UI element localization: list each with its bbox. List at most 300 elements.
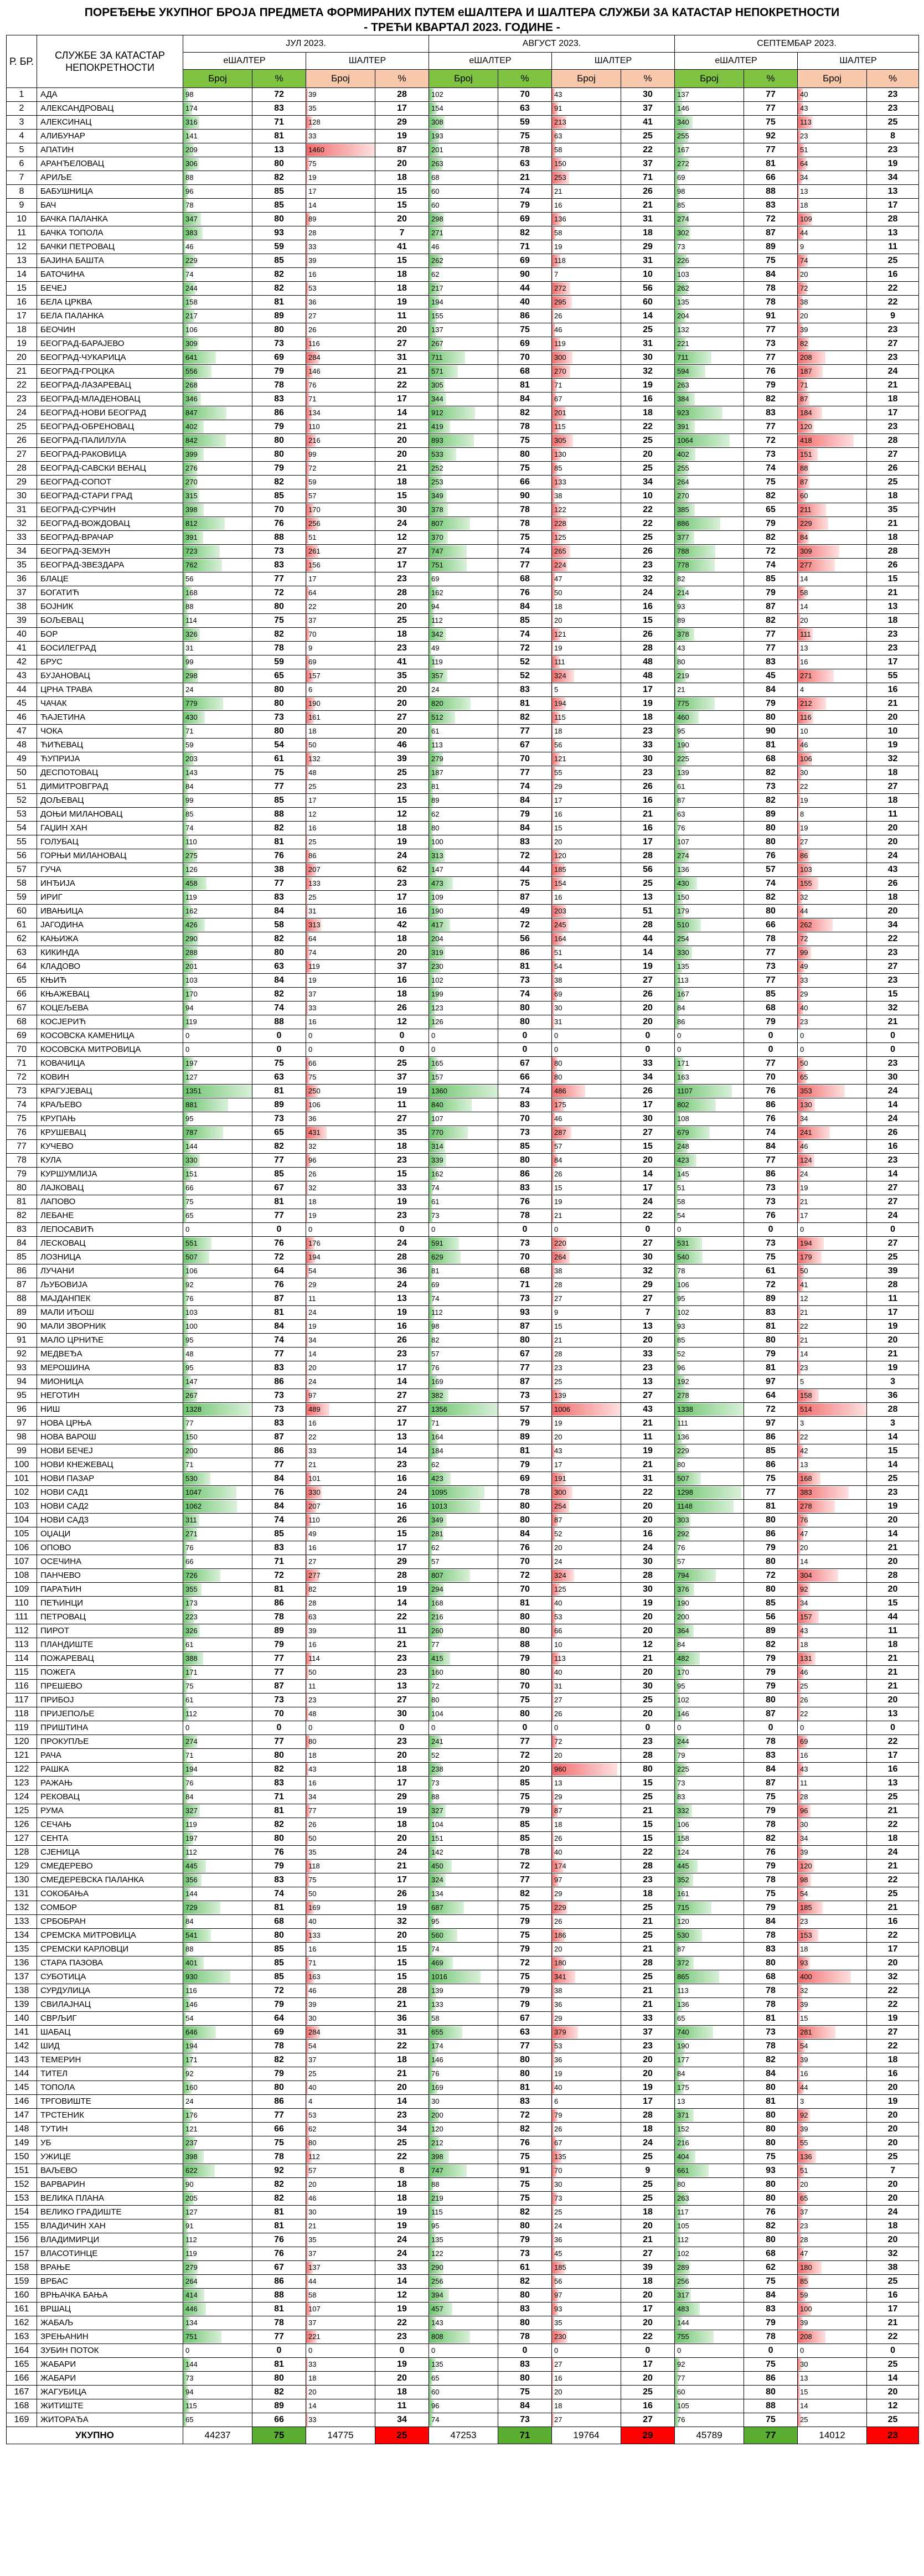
eshalter-count-cell	[429, 655, 498, 669]
eshalter-count-cell	[675, 1846, 744, 1860]
count-value: 31	[554, 1682, 562, 1690]
shalter-percent-cell: 36	[375, 1264, 429, 1278]
count-value: 158	[677, 1834, 689, 1842]
eshalter-percent-cell: 79	[744, 1348, 798, 1361]
shalter-percent-cell: 17	[375, 559, 429, 572]
shalter-percent-cell: 19	[621, 379, 675, 393]
shalter-data-bar	[306, 1625, 308, 1637]
shalter-percent-cell: 19	[621, 2081, 675, 2095]
count-value: 46	[800, 741, 808, 749]
table-row	[7, 1707, 919, 1721]
office-name: БЕОГРАД-ЗВЕЗДАРА	[37, 559, 183, 572]
eshalter-count-cell	[429, 932, 498, 946]
shalter-count-cell	[306, 600, 375, 614]
shalter-count-cell	[798, 1790, 867, 1804]
shalter-percent-cell: 55	[867, 669, 919, 683]
shalter-percent-cell: 18	[375, 628, 429, 642]
shalter-percent-cell: 19	[375, 1901, 429, 1915]
count-value: 66	[308, 1059, 317, 1067]
shalter-percent-cell: 7	[867, 2164, 919, 2178]
office-name: СЕНТА	[37, 1832, 183, 1846]
eshalter-count-cell	[675, 2012, 744, 2026]
eshalter-percent-cell: 83	[252, 1417, 306, 1431]
eshalter-percent-cell: 87	[744, 600, 798, 614]
office-name: КОЦЕЉЕВА	[37, 1002, 183, 1015]
eshalter-count-cell	[675, 1887, 744, 1901]
count-value: 20	[554, 616, 562, 624]
shalter-count-cell	[798, 1348, 867, 1361]
eshalter-count-cell	[675, 2358, 744, 2372]
shalter-count-cell	[552, 2358, 621, 2372]
count-value: 264	[185, 2277, 198, 2285]
table-row	[7, 489, 919, 503]
eshalter-percent-cell: 78	[498, 2330, 552, 2344]
shalter-count-cell	[306, 2136, 375, 2150]
shalter-percent-cell: 27	[621, 1389, 675, 1403]
office-name: КРУПАЊ	[37, 1112, 183, 1126]
count-value: 111	[800, 630, 811, 638]
eshalter-percent-cell: 87	[252, 1431, 306, 1444]
shalter-data-bar	[552, 836, 553, 848]
count-value: 50	[800, 1059, 808, 1067]
count-value: 99	[185, 658, 194, 666]
header-broj-e-sep: Број	[675, 70, 744, 88]
shalter-percent-cell: 18	[375, 268, 429, 282]
count-value: 50	[308, 1890, 317, 1898]
count-value: 225	[677, 755, 689, 763]
table-row	[7, 697, 919, 711]
count-value: 0	[677, 1031, 682, 1040]
count-value: 43	[800, 104, 808, 112]
shalter-count-cell	[798, 226, 867, 240]
row-number: 19	[7, 337, 37, 351]
count-value: 21	[308, 2222, 317, 2230]
count-value: 38	[800, 298, 808, 306]
shalter-percent-cell: 18	[867, 1832, 919, 1846]
count-value: 84	[185, 1917, 194, 1925]
eshalter-percent-cell: 85	[498, 614, 552, 628]
shalter-count-cell	[798, 143, 867, 157]
eshalter-count-cell	[183, 1694, 252, 1707]
count-value: 6	[308, 685, 313, 694]
count-value: 379	[554, 2028, 566, 2036]
eshalter-count-cell	[429, 1790, 498, 1804]
eshalter-count-cell	[183, 1223, 252, 1237]
shalter-percent-cell: 28	[621, 1569, 675, 1583]
shalter-count-cell	[552, 323, 621, 337]
shalter-percent-cell: 20	[867, 2109, 919, 2123]
eshalter-percent-cell: 85	[252, 1956, 306, 1970]
count-value: 11	[308, 1294, 316, 1303]
count-value: 324	[554, 672, 566, 680]
shalter-count-cell	[798, 1251, 867, 1264]
row-number: 81	[7, 1195, 37, 1209]
eshalter-count-cell	[429, 2316, 498, 2330]
eshalter-percent-cell: 82	[744, 393, 798, 406]
office-name: ЈАГОДИНА	[37, 918, 183, 932]
shalter-percent-cell: 25	[867, 116, 919, 130]
table-row	[7, 199, 919, 213]
count-value: 279	[185, 2263, 198, 2272]
total-cell: 47253	[429, 2427, 498, 2444]
eshalter-percent-cell: 75	[744, 1251, 798, 1264]
eshalter-percent-cell: 73	[252, 1694, 306, 1707]
count-value: 32	[800, 893, 808, 901]
shalter-percent-cell: 28	[375, 586, 429, 600]
eshalter-count-cell	[429, 199, 498, 213]
shalter-count-cell	[798, 2150, 867, 2164]
count-value: 142	[431, 1848, 443, 1856]
count-value: 20	[800, 616, 808, 624]
count-value: 298	[431, 215, 443, 223]
row-number: 112	[7, 1624, 37, 1638]
shalter-percent-cell: 24	[375, 1237, 429, 1251]
eshalter-percent-cell: 82	[252, 1818, 306, 1832]
row-number: 74	[7, 1098, 37, 1112]
eshalter-count-cell	[183, 1984, 252, 1998]
shalter-count-cell	[798, 683, 867, 697]
count-value: 65	[800, 2194, 808, 2202]
shalter-percent-cell: 20	[867, 1583, 919, 1597]
eshalter-count-cell	[183, 1071, 252, 1085]
count-value: 88	[431, 1793, 440, 1801]
eshalter-count-cell	[429, 2399, 498, 2413]
eshalter-count-cell	[183, 1112, 252, 1126]
count-value: 264	[554, 1253, 566, 1261]
row-number: 76	[7, 1126, 37, 1140]
eshalter-count-cell	[183, 905, 252, 918]
eshalter-count-cell	[183, 1666, 252, 1680]
eshalter-percent-cell: 82	[498, 711, 552, 725]
shalter-count-cell	[306, 1597, 375, 1610]
row-number: 122	[7, 1763, 37, 1777]
shalter-count-cell	[552, 1597, 621, 1610]
count-value: 886	[677, 519, 689, 528]
row-number: 49	[7, 752, 37, 766]
eshalter-percent-cell: 86	[252, 1375, 306, 1389]
count-value: 729	[185, 1903, 198, 1912]
shalter-percent-cell: 8	[375, 2164, 429, 2178]
shalter-percent-cell: 20	[375, 434, 429, 448]
count-value: 59	[185, 741, 194, 749]
count-value: 254	[677, 935, 689, 943]
shalter-percent-cell: 29	[621, 240, 675, 254]
table-row	[7, 2053, 919, 2067]
shalter-count-cell	[552, 2067, 621, 2081]
count-value: 426	[185, 921, 198, 929]
count-value: 245	[554, 921, 566, 929]
shalter-count-cell	[552, 199, 621, 213]
total-row	[7, 2427, 919, 2444]
count-value: 315	[185, 492, 198, 500]
eshalter-percent-cell: 81	[498, 1597, 552, 1610]
total-cell: 14775	[306, 2427, 375, 2444]
shalter-count-cell	[798, 1984, 867, 1998]
eshalter-percent-cell: 76	[252, 517, 306, 531]
table-row	[7, 2247, 919, 2261]
count-value: 61	[677, 782, 685, 791]
eshalter-count-cell	[183, 1956, 252, 1970]
count-value: 64	[308, 588, 317, 597]
shalter-percent-cell: 16	[867, 683, 919, 697]
office-name: РАЧА	[37, 1749, 183, 1763]
shalter-count-cell	[552, 960, 621, 974]
count-value: 40	[308, 1917, 317, 1925]
count-value: 241	[431, 1737, 443, 1746]
count-value: 264	[677, 478, 689, 486]
eshalter-percent-cell: 66	[744, 918, 798, 932]
shalter-count-cell	[306, 655, 375, 669]
count-value: 70	[308, 630, 317, 638]
table-row	[7, 1264, 919, 1278]
count-value: 50	[308, 741, 317, 749]
shalter-data-bar	[306, 185, 307, 198]
header-shalter-aug: ШАЛТЕР	[552, 53, 675, 70]
shalter-percent-cell: 15	[867, 1444, 919, 1458]
count-value: 303	[677, 1516, 689, 1524]
eshalter-percent-cell: 75	[498, 2192, 552, 2206]
shalter-count-cell	[798, 1154, 867, 1168]
row-number: 52	[7, 794, 37, 808]
shalter-percent-cell: 23	[375, 1209, 429, 1223]
eshalter-percent-cell: 78	[744, 282, 798, 296]
shalter-count-cell	[306, 905, 375, 918]
shalter-count-cell	[552, 766, 621, 780]
count-value: 130	[800, 1101, 812, 1109]
count-value: 52	[554, 1530, 562, 1538]
count-value: 81	[431, 782, 440, 791]
table-row	[7, 1763, 919, 1777]
count-value: 93	[554, 2305, 562, 2313]
count-value: 0	[677, 2346, 682, 2355]
eshalter-percent-cell: 0	[744, 1223, 798, 1237]
row-number: 53	[7, 808, 37, 822]
eshalter-percent-cell: 79	[498, 1804, 552, 1818]
count-value: 35	[308, 1848, 317, 1856]
eshalter-count-cell	[183, 503, 252, 517]
shalter-percent-cell: 32	[867, 1002, 919, 1015]
count-value: 73	[431, 1779, 440, 1787]
count-value: 51	[308, 533, 317, 541]
shalter-count-cell	[552, 1652, 621, 1666]
count-value: 47	[554, 575, 562, 583]
count-value: 225	[677, 1765, 689, 1773]
eshalter-percent-cell: 78	[498, 143, 552, 157]
eshalter-percent-cell: 80	[252, 323, 306, 337]
eshalter-percent-cell: 84	[252, 1500, 306, 1514]
eshalter-count-cell	[429, 1943, 498, 1956]
eshalter-count-cell	[429, 531, 498, 545]
count-value: 87	[800, 395, 808, 403]
table-row	[7, 1638, 919, 1652]
eshalter-percent-cell: 70	[252, 1707, 306, 1721]
eshalter-percent-cell: 81	[252, 1306, 306, 1320]
shalter-data-bar	[306, 1348, 307, 1360]
header-pct-e-aug: %	[498, 70, 552, 88]
count-value: 54	[800, 2042, 808, 2050]
shalter-percent-cell: 3	[867, 1375, 919, 1389]
count-value: 263	[431, 159, 443, 168]
count-value: 332	[677, 1806, 689, 1815]
count-value: 17	[800, 1211, 808, 1220]
shalter-percent-cell: 19	[621, 1444, 675, 1458]
shalter-percent-cell: 27	[621, 1292, 675, 1306]
count-value: 93	[677, 1322, 685, 1330]
count-value: 56	[554, 741, 562, 749]
shalter-data-bar	[306, 89, 308, 101]
row-number: 134	[7, 1929, 37, 1943]
eshalter-percent-cell: 77	[744, 974, 798, 988]
count-value: 33	[308, 1447, 317, 1455]
shalter-percent-cell: 25	[621, 1901, 675, 1915]
count-value: 214	[677, 588, 689, 597]
shalter-percent-cell: 11	[375, 309, 429, 323]
shalter-count-cell	[552, 1334, 621, 1348]
count-value: 260	[431, 1627, 443, 1635]
shalter-data-bar	[798, 1293, 799, 1305]
count-value: 121	[554, 755, 566, 763]
shalter-percent-cell: 17	[621, 1181, 675, 1195]
count-value: 46	[185, 242, 194, 251]
shalter-percent-cell: 21	[621, 1943, 675, 1956]
row-number: 58	[7, 877, 37, 891]
eshalter-percent-cell: 78	[744, 2330, 798, 2344]
count-value: 153	[800, 1931, 812, 1939]
count-value: 357	[431, 672, 443, 680]
eshalter-count-cell	[183, 1431, 252, 1444]
eshalter-percent-cell: 74	[498, 1085, 552, 1098]
count-value: 185	[800, 1903, 812, 1912]
office-name: ЛУЧАНИ	[37, 1264, 183, 1278]
shalter-count-cell	[798, 2372, 867, 2386]
table-row	[7, 531, 919, 545]
count-value: 254	[554, 1502, 566, 1510]
office-name: КРАГУЈЕВАЦ	[37, 1085, 183, 1098]
count-value: 113	[554, 1654, 566, 1663]
shalter-data-bar	[306, 2012, 308, 2025]
count-value: 63	[308, 1613, 317, 1621]
shalter-percent-cell: 19	[375, 1306, 429, 1320]
shalter-count-cell	[306, 393, 375, 406]
eshalter-count-cell	[429, 2178, 498, 2192]
shalter-data-bar	[306, 1459, 307, 1471]
count-value: 726	[185, 1571, 198, 1579]
shalter-percent-cell: 32	[621, 572, 675, 586]
shalter-percent-cell: 21	[375, 1860, 429, 1873]
eshalter-count-cell	[183, 2067, 252, 2081]
table-row	[7, 1790, 919, 1804]
count-value: 25	[554, 2208, 562, 2216]
count-value: 16	[308, 270, 317, 278]
count-value: 21	[800, 1197, 808, 1206]
eshalter-percent-cell: 91	[744, 309, 798, 323]
shalter-count-cell	[306, 1569, 375, 1583]
eshalter-percent-cell: 67	[498, 1348, 552, 1361]
shalter-data-bar	[306, 615, 308, 627]
eshalter-percent-cell: 86	[498, 946, 552, 960]
shalter-percent-cell: 21	[867, 1652, 919, 1666]
row-number: 33	[7, 531, 37, 545]
count-value: 62	[431, 1460, 440, 1469]
shalter-percent-cell: 30	[621, 1555, 675, 1569]
shalter-percent-cell: 11	[375, 1624, 429, 1638]
shalter-count-cell	[798, 282, 867, 296]
shalter-count-cell	[306, 1264, 375, 1278]
eshalter-count-cell	[429, 822, 498, 835]
shalter-count-cell	[306, 1541, 375, 1555]
shalter-count-cell	[552, 1431, 621, 1444]
shalter-count-cell	[798, 1472, 867, 1486]
count-value: 723	[185, 547, 198, 555]
row-number: 72	[7, 1071, 37, 1085]
eshalter-count-cell	[675, 1334, 744, 1348]
shalter-count-cell	[552, 240, 621, 254]
eshalter-count-cell	[429, 1887, 498, 1901]
count-value: 510	[677, 921, 689, 929]
count-value: 117	[677, 2208, 689, 2216]
count-value: 5	[554, 685, 559, 694]
eshalter-count-cell	[183, 2358, 252, 2372]
office-name: ЉУБОВИЈА	[37, 1278, 183, 1292]
shalter-count-cell	[798, 268, 867, 282]
shalter-percent-cell: 18	[621, 2275, 675, 2289]
eshalter-count-cell	[429, 2040, 498, 2053]
shalter-count-cell	[798, 2206, 867, 2219]
shalter-count-cell	[306, 1749, 375, 1763]
count-value: 170	[308, 505, 321, 514]
count-value: 125	[554, 1585, 566, 1593]
eshalter-count-cell	[429, 448, 498, 462]
count-value: 32	[800, 1986, 808, 1995]
eshalter-count-cell	[675, 1237, 744, 1251]
shalter-percent-cell: 20	[621, 2372, 675, 2386]
eshalter-count-cell	[675, 725, 744, 739]
shalter-percent-cell: 20	[375, 697, 429, 711]
shalter-percent-cell: 31	[621, 1472, 675, 1486]
eshalter-count-cell	[675, 2275, 744, 2289]
shalter-count-cell	[552, 1320, 621, 1334]
count-value: 76	[185, 1543, 194, 1552]
eshalter-count-cell	[675, 1956, 744, 1970]
eshalter-count-cell	[675, 960, 744, 974]
eshalter-percent-cell: 75	[744, 1887, 798, 1901]
count-value: 20	[554, 1543, 562, 1552]
office-name: ЋИЋЕВАЦ	[37, 739, 183, 752]
shalter-count-cell	[306, 2095, 375, 2109]
shalter-percent-cell: 15	[375, 489, 429, 503]
count-value: 164	[431, 1433, 443, 1441]
shalter-count-cell	[552, 1126, 621, 1140]
count-value: 1298	[677, 1488, 693, 1496]
eshalter-count-cell	[429, 1583, 498, 1597]
shalter-percent-cell: 21	[867, 1901, 919, 1915]
count-value: 74	[185, 824, 194, 832]
table-row	[7, 932, 919, 946]
shalter-data-bar	[552, 684, 553, 696]
shalter-data-bar	[552, 1459, 553, 1471]
eshalter-percent-cell: 92	[744, 130, 798, 143]
office-name: АЛЕКСИНАЦ	[37, 116, 183, 130]
table-row	[7, 2150, 919, 2164]
eshalter-percent-cell: 72	[744, 213, 798, 226]
eshalter-count-cell	[675, 185, 744, 199]
eshalter-percent-cell: 83	[252, 102, 306, 116]
count-value: 99	[800, 948, 808, 957]
eshalter-percent-cell: 77	[498, 1735, 552, 1749]
eshalter-count-cell	[429, 1223, 498, 1237]
shalter-percent-cell: 17	[867, 199, 919, 213]
eshalter-percent-cell: 78	[498, 1209, 552, 1223]
